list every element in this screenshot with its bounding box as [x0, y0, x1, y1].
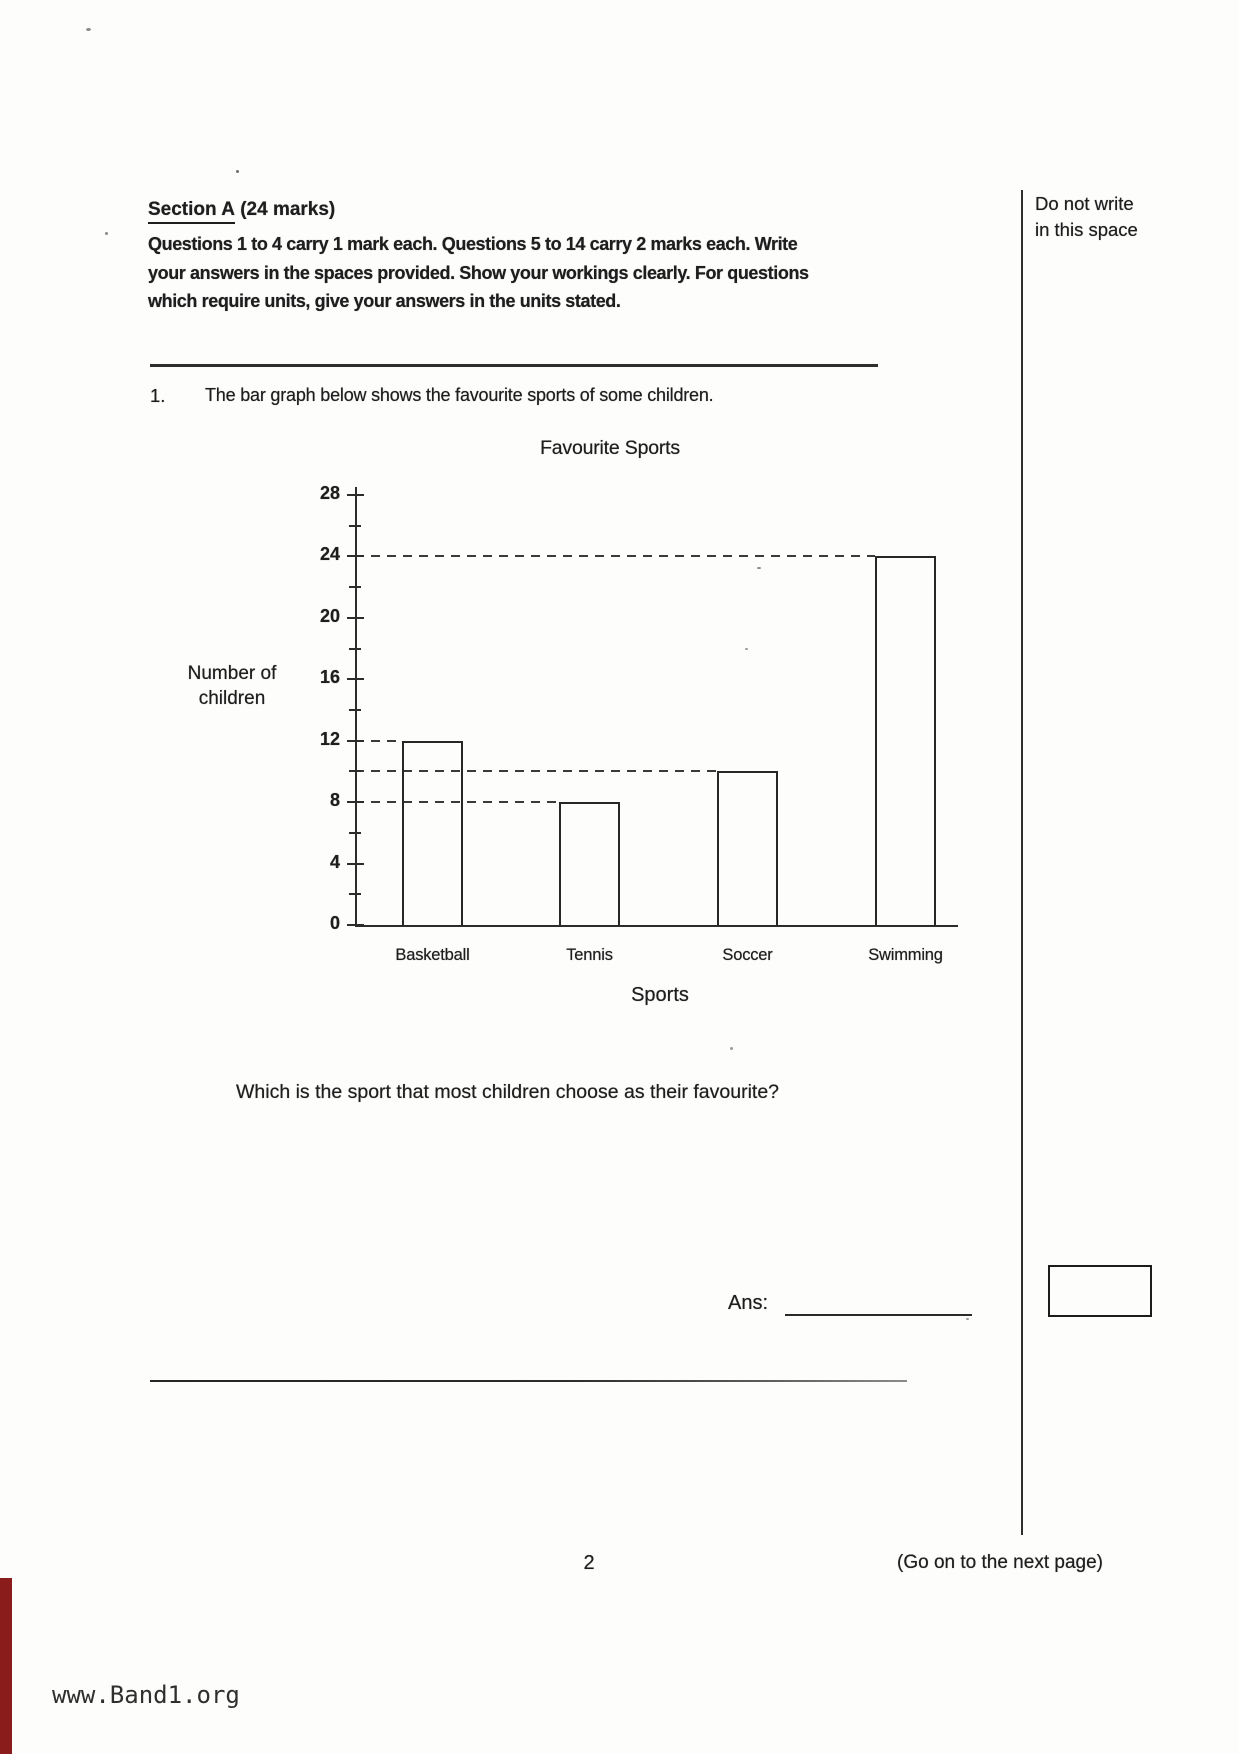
chart-guide-line-24: [355, 555, 875, 557]
separator-line-bottom: [150, 1380, 907, 1382]
y-axis-label: Number of children: [187, 663, 277, 709]
scan-speck: [745, 648, 748, 650]
x-axis-category-label: Soccer: [722, 946, 773, 964]
chart-bar-swimming: [875, 556, 936, 927]
x-axis-category-label: Basketball: [395, 946, 470, 964]
section-heading-marks: (24 marks): [240, 199, 336, 220]
watermark-url: www.Band1.org: [52, 1681, 240, 1709]
x-axis-category-label: Tennis: [566, 946, 613, 964]
scan-speck: [730, 1047, 733, 1050]
answer-blank-line: [785, 1314, 972, 1316]
y-axis-tick-label: 8: [329, 790, 340, 811]
y-axis-tick-label: 16: [319, 667, 340, 688]
y-axis-tick-label: 28: [319, 483, 340, 503]
section-heading-title: Section A: [148, 199, 235, 224]
scan-edge-artifact: [0, 1578, 12, 1754]
scan-speck: [86, 28, 91, 31]
scan-speck: [105, 232, 108, 235]
y-axis-tick-label: 20: [319, 605, 340, 626]
do-not-write-line2: in this space: [1035, 219, 1138, 240]
question-intro-text: The bar graph below shows the favourite sports of some children.: [205, 385, 714, 405]
scan-speck: [757, 567, 761, 569]
marks-box: [1048, 1265, 1152, 1317]
scan-speck: [236, 170, 239, 173]
instructions-line3: which require units, give your answers in the units stated.: [148, 291, 621, 311]
y-axis-tick-label: 24: [319, 544, 340, 565]
y-axis-tick-label: 12: [319, 728, 340, 749]
next-page-note: (Go on to the next page): [897, 1552, 1103, 1573]
x-axis-label: Sports: [631, 984, 689, 1006]
question-number: 1.: [150, 385, 166, 406]
chart-x-axis: [355, 925, 958, 927]
chart-bar-tennis: [559, 802, 620, 927]
chart-bar-basketball: [402, 741, 463, 927]
do-not-write-line1: Do not write: [1035, 193, 1134, 214]
chart-bar-soccer: [717, 771, 778, 927]
x-axis-category-label: Swimming: [868, 946, 943, 964]
scan-speck: [966, 1318, 969, 1320]
page-number: 2: [583, 1552, 595, 1574]
chart-title: Favourite Sports: [540, 437, 680, 459]
instructions-line2: your answers in the spaces provided. Show your workings clearly. For questions: [148, 262, 809, 283]
chart-y-axis: [355, 487, 357, 927]
instructions-line1: Questions 1 to 4 carry 1 mark each. Questions 5 to 14 carry 2 marks each. Write: [148, 234, 798, 254]
sub-question-text: Which is the sport that most children choose as their favourite?: [236, 1081, 780, 1103]
y-axis-tick-label: 4: [329, 851, 340, 872]
y-axis-tick-label: 0: [329, 913, 340, 933]
answer-label: Ans:: [728, 1292, 769, 1314]
